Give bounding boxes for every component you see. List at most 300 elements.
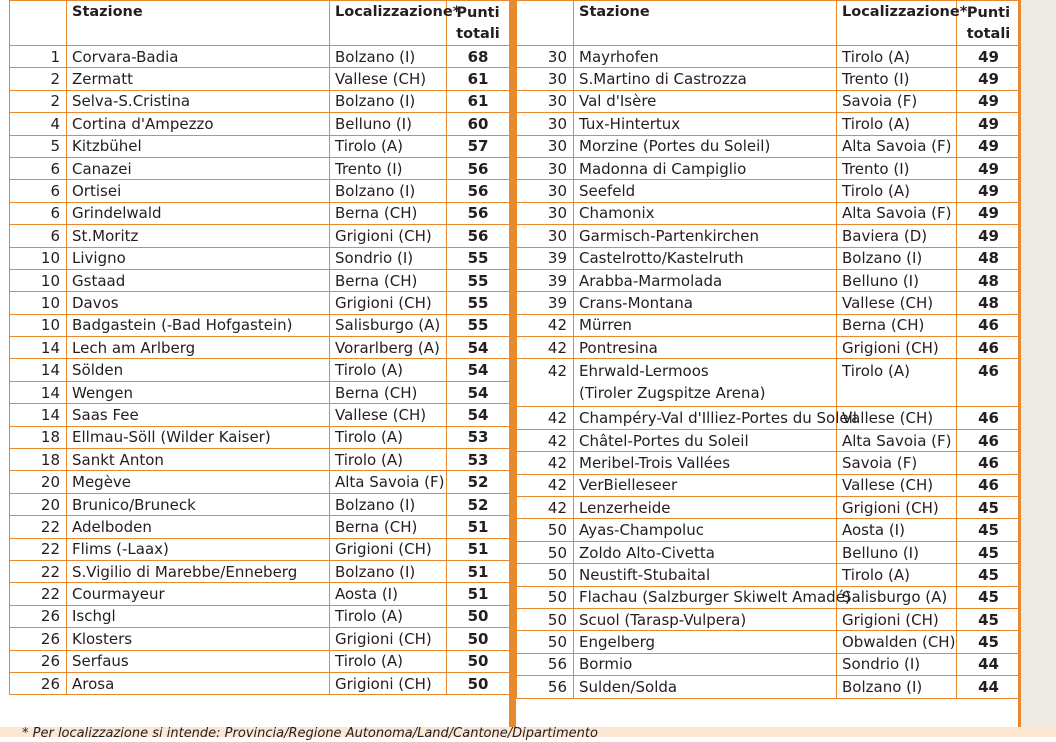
points-cell-text: 49 (978, 226, 999, 245)
points-cell (447, 538, 510, 560)
location-cell (330, 46, 447, 68)
location-cell-text: Tirolo (A) (842, 114, 910, 133)
rank-cell (10, 68, 67, 90)
points-cell-text: 56 (467, 159, 489, 178)
station-cell-text: Klosters (72, 629, 133, 648)
station-cell (574, 586, 851, 608)
points-cell-text: 45 (978, 521, 999, 540)
table-row (517, 608, 1021, 630)
location-cell-text: Vallese (CH) (842, 293, 934, 312)
location-cell-text: Belluno (I) (842, 271, 919, 290)
station-cell (67, 560, 330, 582)
station-cell (67, 90, 330, 112)
table-row (517, 474, 1021, 496)
points-header-line2: totali (966, 26, 1011, 42)
ranking-table-left (9, 0, 510, 695)
rank-cell (10, 135, 67, 157)
location-cell (330, 68, 447, 90)
location-cell-text: Bolzano (I) (335, 47, 416, 66)
points-cell-text: 55 (467, 316, 489, 335)
points-cell-text: 45 (978, 543, 999, 562)
location-cell-text: Berna (CH) (335, 383, 418, 402)
location-cell (330, 135, 447, 157)
location-cell (330, 672, 447, 694)
location-cell-text: Grigioni (CH) (842, 498, 939, 517)
points-cell-text: 46 (978, 431, 999, 450)
table-row (10, 538, 510, 560)
rank-cell-text: 10 (40, 293, 60, 312)
points-cell (957, 46, 1021, 68)
station-cell-text: Seefeld (579, 182, 636, 201)
location-cell-text: Belluno (I) (842, 543, 919, 562)
table-row (517, 452, 1021, 474)
location-cell-text: Bolzano (I) (335, 92, 416, 111)
rank-cell (517, 564, 574, 586)
points-cell-text: 49 (978, 159, 999, 178)
location-cell (330, 538, 447, 560)
location-cell (330, 449, 447, 471)
points-header-line2: totali (456, 26, 500, 42)
table-row (10, 314, 510, 336)
rank-cell-text: 42 (547, 316, 567, 335)
location-cell (837, 292, 957, 314)
table-row (10, 292, 510, 314)
rank-cell (10, 672, 67, 694)
rank-cell (10, 426, 67, 448)
rank-cell-text: 39 (547, 249, 567, 268)
points-cell-text: 45 (978, 633, 999, 652)
table-row (10, 605, 510, 627)
station-cell (67, 516, 330, 538)
location-cell (837, 314, 957, 336)
location-cell (837, 180, 957, 202)
points-cell-text: 50 (467, 674, 489, 693)
center-divider (509, 0, 516, 727)
table-row (517, 586, 1021, 608)
table-row (517, 564, 1021, 586)
points-cell (447, 404, 510, 426)
location-cell (330, 404, 447, 426)
points-cell-text: 46 (978, 476, 999, 495)
station-cell-text: Zoldo Alto-Civetta (579, 543, 715, 562)
station-cell (574, 225, 837, 247)
location-cell-text: Obwalden (CH) (842, 633, 956, 652)
location-cell-text: Tirolo (A) (335, 428, 403, 447)
station-cell-text: Sankt Anton (72, 450, 164, 469)
location-cell-text: Tirolo (A) (335, 361, 403, 380)
station-cell-text: Badgastein (-Bad Hofgastein) (72, 316, 293, 335)
points-cell (447, 449, 510, 471)
points-cell-text: 48 (978, 271, 999, 290)
location-cell-text: Tirolo (A) (842, 182, 910, 201)
rank-cell-text: 42 (547, 431, 567, 450)
rank-cell (517, 337, 574, 359)
rank-cell-text: 56 (547, 655, 567, 674)
station-cell-text: Mürren (579, 316, 632, 335)
rank-cell-text: 20 (40, 473, 60, 492)
location-cell-text: Berna (CH) (335, 204, 418, 223)
rank-cell-text: 26 (40, 674, 60, 693)
station-cell (574, 608, 837, 630)
points-cell-text: 49 (978, 137, 999, 156)
points-cell-text: 49 (978, 70, 999, 89)
ranking-table-right (516, 0, 1021, 699)
location-cell-text: Trento (I) (842, 70, 910, 89)
station-cell-text: Ortisei (72, 182, 122, 201)
location-cell-text: Grigioni (CH) (335, 293, 432, 312)
station-cell (67, 68, 330, 90)
points-cell-text: 56 (467, 204, 489, 223)
location-cell-text: Bolzano (I) (842, 249, 923, 268)
location-cell-text: Berna (CH) (335, 271, 418, 290)
location-cell-text: Sondrio (I) (335, 249, 414, 268)
rank-cell-text: 4 (50, 114, 60, 133)
station-cell-text: Lech am Arlberg (72, 338, 196, 357)
rank-cell (10, 180, 67, 202)
station-cell (574, 269, 837, 291)
location-cell (330, 650, 447, 672)
points-cell-text: 45 (978, 588, 999, 607)
location-cell-text: Berna (CH) (842, 316, 925, 335)
points-cell (957, 586, 1021, 608)
location-cell-text: Tirolo (A) (842, 362, 910, 381)
rank-cell (517, 157, 574, 179)
station-cell-text: Cortina d'Ampezzo (72, 114, 214, 133)
station-cell (574, 631, 837, 653)
points-cell (447, 359, 510, 381)
points-cell (447, 493, 510, 515)
rank-cell (517, 519, 574, 541)
rank-cell-text: 2 (50, 92, 60, 111)
location-cell (330, 381, 447, 403)
station-cell-text: Megève (72, 473, 132, 492)
rank-cell-text: 42 (547, 476, 567, 495)
location-cell-text: Bolzano (I) (335, 562, 416, 581)
points-cell-text: 46 (978, 453, 999, 472)
location-cell (837, 586, 957, 608)
rank-cell (517, 429, 574, 451)
location-header: Localizzazione* (837, 1, 957, 46)
table-row (517, 225, 1021, 247)
rank-cell (517, 292, 574, 314)
station-cell-text: Val d'Isère (579, 92, 657, 111)
rank-cell (517, 586, 574, 608)
rank-cell (10, 314, 67, 336)
station-cell (574, 474, 837, 496)
location-cell (330, 426, 447, 448)
rank-cell-text: 39 (547, 271, 567, 290)
location-cell-text: Belluno (I) (335, 114, 412, 133)
points-cell (957, 135, 1021, 157)
station-cell-text: Madonna di Campiglio (579, 159, 747, 178)
points-cell (957, 113, 1021, 135)
station-cell-text: Ischgl (72, 607, 116, 626)
points-cell (957, 202, 1021, 224)
points-cell-text: 46 (978, 316, 999, 335)
table-row (10, 404, 510, 426)
rank-cell-text: 30 (547, 182, 567, 201)
rank-cell-text: 18 (40, 428, 60, 447)
location-cell-text: Grigioni (CH) (842, 338, 939, 357)
station-cell-text: Courmayeur (72, 585, 165, 604)
station-cell-text: Flims (-Laax) (72, 540, 169, 559)
points-cell-text: 61 (467, 92, 489, 111)
station-cell (67, 538, 330, 560)
points-cell (957, 157, 1021, 179)
table-row (10, 90, 510, 112)
rank-cell (517, 497, 574, 519)
location-cell-text: Alta Savoia (F) (842, 204, 952, 223)
station-cell (574, 314, 837, 336)
table-row (517, 541, 1021, 563)
rank-cell-text: 50 (547, 588, 567, 607)
points-cell-text: 49 (978, 92, 999, 111)
rank-cell-text: 30 (547, 159, 567, 178)
points-header-line1: Punti (966, 5, 1011, 21)
table-row (10, 449, 510, 471)
points-cell (447, 337, 510, 359)
table-row (10, 426, 510, 448)
station-cell (574, 292, 837, 314)
points-cell-text: 56 (467, 182, 489, 201)
rank-cell (517, 90, 574, 112)
station-cell-text: Bormio (579, 655, 633, 674)
rank-cell-text: 10 (40, 271, 60, 290)
station-cell-text: Ehrwald-Lermoos (579, 362, 709, 381)
location-cell-text: Vorarlberg (A) (335, 338, 440, 357)
table-row (517, 337, 1021, 359)
points-cell (957, 180, 1021, 202)
station-cell-text: Arabba-Marmolada (579, 271, 723, 290)
points-cell-text: 55 (467, 249, 489, 268)
table-row (517, 135, 1021, 157)
rank-cell (10, 605, 67, 627)
station-cell (574, 519, 837, 541)
station-cell-text: Livigno (72, 249, 126, 268)
location-cell (330, 247, 447, 269)
points-cell (447, 426, 510, 448)
location-cell-text: Trento (I) (335, 159, 403, 178)
rank-cell (10, 471, 67, 493)
points-cell-text: 57 (467, 137, 489, 156)
location-cell-text: Grigioni (CH) (335, 629, 432, 648)
station-cell (67, 672, 330, 694)
station-cell-text: Lenzerheide (579, 498, 671, 517)
station-cell (67, 650, 330, 672)
station-cell-text: VerBielleseer (579, 476, 678, 495)
rank-cell-text: 22 (40, 562, 60, 581)
points-cell (957, 314, 1021, 336)
station-cell (574, 497, 837, 519)
rank-cell (10, 583, 67, 605)
station-cell-text: Scuol (Tarasp-Vulpera) (579, 610, 747, 629)
points-cell (957, 247, 1021, 269)
points-cell (447, 381, 510, 403)
points-cell-text: 48 (978, 249, 999, 268)
station-cell-text: Châtel-Portes du Soleil (579, 431, 749, 450)
station-cell (67, 628, 330, 650)
table-row (10, 471, 510, 493)
rank-header (10, 1, 67, 46)
rank-cell (517, 631, 574, 653)
location-cell-text: Vallese (CH) (842, 409, 934, 428)
table-row (517, 519, 1021, 541)
station-cell (67, 605, 330, 627)
points-cell-text: 49 (978, 204, 999, 223)
points-cell (447, 605, 510, 627)
points-header-line1: Punti (456, 5, 500, 21)
location-cell-text: Tirolo (A) (335, 607, 403, 626)
location-header: Localizzazione* (330, 1, 447, 46)
location-cell (330, 314, 447, 336)
station-cell-text: Neustift-Stubaital (579, 565, 711, 584)
rank-cell (10, 650, 67, 672)
points-cell (957, 452, 1021, 474)
location-cell (330, 180, 447, 202)
station-cell (574, 247, 837, 269)
points-cell (957, 474, 1021, 496)
footnote: * Per localizzazione si intende: Provincia/Regione Autonoma/Land/Cantone/Dipartimento (22, 726, 598, 741)
station-cell-text: Champéry-Val d'Illiez-Portes du Soleil (579, 409, 857, 428)
rank-cell-text: 26 (40, 652, 60, 671)
points-cell (447, 247, 510, 269)
points-header (957, 1, 1021, 46)
table-row (10, 157, 510, 179)
points-cell-text: 51 (467, 540, 489, 559)
rank-cell (10, 493, 67, 515)
rank-cell-text: 1 (50, 47, 60, 66)
rank-cell (517, 180, 574, 202)
rank-cell (517, 676, 574, 698)
location-cell-text: Salisburgo (A) (842, 588, 948, 607)
station-cell (574, 68, 837, 90)
station-cell-text: Engelberg (579, 633, 656, 652)
rank-cell (517, 225, 574, 247)
station-cell-text: Wengen (72, 383, 133, 402)
rank-cell-text: 50 (547, 633, 567, 652)
location-cell (837, 407, 957, 429)
table-row (10, 628, 510, 650)
location-cell-text: Bolzano (I) (335, 182, 416, 201)
location-cell (837, 247, 957, 269)
points-cell-text: 46 (978, 338, 999, 357)
location-cell (837, 68, 957, 90)
points-cell (447, 471, 510, 493)
ranking-left-body (10, 46, 510, 695)
station-cell-text: Ayas-Champoluc (579, 521, 704, 540)
location-cell (837, 676, 957, 698)
points-cell (957, 68, 1021, 90)
station-cell (574, 46, 837, 68)
location-cell (837, 225, 957, 247)
rank-cell (517, 541, 574, 563)
rank-cell (10, 46, 67, 68)
table-row (10, 337, 510, 359)
station-cell (67, 46, 330, 68)
points-cell-text: 51 (467, 517, 489, 536)
points-cell-text: 55 (467, 293, 489, 312)
location-cell (837, 359, 957, 407)
rank-cell-text: 30 (547, 70, 567, 89)
rank-cell (517, 68, 574, 90)
station-cell (574, 359, 837, 407)
location-cell-text: Alta Savoia (F) (842, 137, 952, 156)
station-cell (67, 225, 330, 247)
location-cell (330, 337, 447, 359)
location-cell-text: Bolzano (I) (842, 677, 923, 696)
station-cell (67, 359, 330, 381)
points-cell (447, 560, 510, 582)
station-cell (67, 247, 330, 269)
location-cell (837, 452, 957, 474)
location-cell-text: Aosta (I) (335, 585, 398, 604)
table-row (10, 135, 510, 157)
station-cell (67, 269, 330, 291)
rank-cell-text: 50 (547, 565, 567, 584)
points-cell (957, 608, 1021, 630)
points-cell-text: 68 (467, 47, 489, 66)
location-cell (837, 46, 957, 68)
points-cell (957, 269, 1021, 291)
location-cell-text: Trento (I) (842, 159, 910, 178)
points-cell (447, 650, 510, 672)
station-cell (67, 292, 330, 314)
station-cell (67, 113, 330, 135)
table-row (10, 269, 510, 291)
points-cell-text: 46 (978, 362, 999, 381)
station-cell-text: Arosa (72, 674, 115, 693)
location-cell-text: Alta Savoia (F) (335, 473, 445, 492)
location-cell-text: Aosta (I) (842, 521, 905, 540)
points-cell (957, 407, 1021, 429)
points-cell-text: 52 (467, 473, 489, 492)
rank-cell-text: 6 (50, 182, 60, 201)
table-row (517, 90, 1021, 112)
rank-cell (10, 404, 67, 426)
table-row (517, 359, 1021, 407)
location-cell-text: Grigioni (CH) (335, 540, 432, 559)
rank-cell (10, 269, 67, 291)
station-cell-text: St.Moritz (72, 226, 139, 245)
table-row (10, 516, 510, 538)
points-cell-text: 54 (467, 361, 489, 380)
points-cell-text: 50 (467, 607, 489, 626)
table-row (10, 583, 510, 605)
points-cell (957, 359, 1021, 407)
location-cell (837, 90, 957, 112)
points-cell (957, 429, 1021, 451)
rank-cell-text: 5 (50, 137, 60, 156)
points-cell-text: 53 (467, 450, 489, 469)
points-cell (957, 90, 1021, 112)
rank-cell (517, 269, 574, 291)
ranking-right-body (517, 46, 1021, 699)
points-cell (957, 676, 1021, 698)
points-cell (447, 269, 510, 291)
table-row (10, 68, 510, 90)
table-row (517, 497, 1021, 519)
station-cell-text: Kitzbühel (72, 137, 142, 156)
station-cell (574, 337, 837, 359)
station-cell-text: Chamonix (579, 204, 655, 223)
location-cell (837, 608, 957, 630)
location-cell (330, 292, 447, 314)
location-cell (330, 605, 447, 627)
station-cell (574, 653, 837, 675)
points-cell (957, 292, 1021, 314)
location-cell (330, 493, 447, 515)
station-cell (67, 180, 330, 202)
